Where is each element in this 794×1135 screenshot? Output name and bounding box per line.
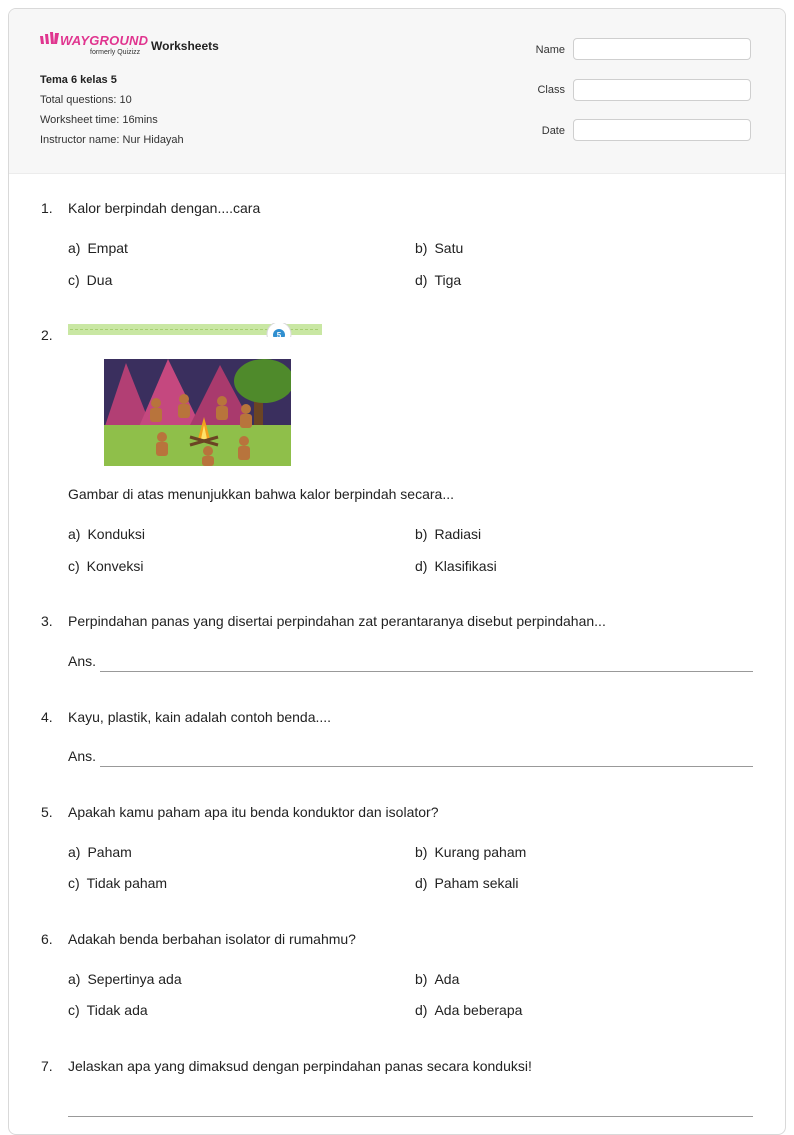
app-title: Worksheets <box>151 39 219 53</box>
option-c[interactable] <box>68 558 143 574</box>
option-a[interactable] <box>68 971 182 987</box>
option-letter: c) <box>68 875 80 891</box>
logo-wordmark: WAYGROUND <box>60 33 149 48</box>
name-label: Name <box>535 44 565 56</box>
question-text: Apakah kamu paham apa itu benda konduktor dan isolator? <box>68 804 439 820</box>
option-text: Tidak ada <box>86 1002 148 1018</box>
option-d[interactable] <box>415 558 497 574</box>
name-field[interactable] <box>573 38 751 60</box>
question-number: 7. <box>41 1058 53 1074</box>
wayground-logo <box>40 31 149 59</box>
option-text: Paham sekali <box>434 875 519 891</box>
option-text: Dua <box>86 272 113 288</box>
option-c[interactable] <box>68 875 167 891</box>
worksheet-header <box>9 9 785 174</box>
option-d[interactable] <box>415 272 461 288</box>
option-text: Paham <box>87 844 132 860</box>
option-b[interactable] <box>415 526 481 542</box>
option-text: Konduksi <box>87 526 146 542</box>
option-text: Ada beberapa <box>434 1002 523 1018</box>
lesson-badge-number: 5 <box>276 331 282 337</box>
question-text: Jelaskan apa yang dimaksud dengan perpindahan panas secara konduksi! <box>68 1058 532 1074</box>
option-text: Radiasi <box>434 526 482 542</box>
option-a[interactable] <box>68 240 128 256</box>
option-letter: d) <box>415 272 428 288</box>
option-b[interactable] <box>415 240 463 256</box>
book-header-strip-image <box>68 323 322 337</box>
option-c[interactable] <box>68 272 112 288</box>
option-text: Ada <box>434 971 460 987</box>
option-text: Tidak paham <box>86 875 168 891</box>
option-text: Klasifikasi <box>434 558 497 574</box>
option-letter: d) <box>415 558 428 574</box>
option-b[interactable] <box>415 971 459 987</box>
option-letter: c) <box>68 272 80 288</box>
total-questions: Total questions: 10 <box>40 94 132 106</box>
option-letter: a) <box>68 971 81 987</box>
option-letter: a) <box>68 240 81 256</box>
option-text: Konveksi <box>86 558 144 574</box>
question-text: Kayu, plastik, kain adalah contoh benda.... <box>68 709 332 725</box>
worksheet-time: Worksheet time: 16mins <box>40 114 158 126</box>
question-number: 5. <box>41 804 53 820</box>
option-c[interactable] <box>68 1002 148 1018</box>
campfire-illustration <box>104 359 291 466</box>
option-letter: c) <box>68 1002 80 1018</box>
option-d[interactable] <box>415 875 519 891</box>
logo-subtext: formerly Quizizz <box>90 49 141 56</box>
question-number: 1. <box>41 200 53 216</box>
option-letter: b) <box>415 526 428 542</box>
question-number: 6. <box>41 931 53 947</box>
option-d[interactable] <box>415 1002 522 1018</box>
question-text: Adakah benda berbahan isolator di rumahmu? <box>68 931 356 947</box>
option-text: Sepertinya ada <box>87 971 182 987</box>
option-letter: b) <box>415 844 428 860</box>
question-number: 4. <box>41 709 53 725</box>
option-text: Satu <box>434 240 464 256</box>
question-text: Perpindahan panas yang disertai perpindahan zat perantaranya disebut perpindahan... <box>68 613 606 629</box>
option-text: Tiga <box>434 272 462 288</box>
question-number: 2. <box>41 327 53 343</box>
date-label: Date <box>541 125 565 137</box>
option-text: Empat <box>87 240 128 256</box>
worksheet-title: Tema 6 kelas 5 <box>40 74 117 86</box>
option-letter: b) <box>415 240 428 256</box>
option-letter: d) <box>415 1002 428 1018</box>
answer-line[interactable] <box>100 671 753 672</box>
instructor-name: Instructor name: Nur Hidayah <box>40 134 184 146</box>
worksheet-page <box>8 8 786 1135</box>
class-field[interactable] <box>573 79 751 101</box>
answer-label: Ans. <box>68 748 97 764</box>
option-letter: b) <box>415 971 428 987</box>
answer-label: Ans. <box>68 653 97 669</box>
class-label: Class <box>537 84 565 96</box>
option-text: Kurang paham <box>434 844 527 860</box>
date-field[interactable] <box>573 119 751 141</box>
option-a[interactable] <box>68 526 145 542</box>
question-number: 3. <box>41 613 53 629</box>
option-letter: d) <box>415 875 428 891</box>
option-letter: a) <box>68 526 81 542</box>
option-a[interactable] <box>68 844 132 860</box>
answer-line[interactable] <box>68 1116 753 1117</box>
option-letter: c) <box>68 558 80 574</box>
option-letter: a) <box>68 844 81 860</box>
question-text: Kalor berpindah dengan....cara <box>68 200 261 216</box>
option-b[interactable] <box>415 844 526 860</box>
wayground-mark-icon <box>40 32 60 46</box>
question-text: Gambar di atas menunjukkan bahwa kalor berpindah secara... <box>68 486 454 502</box>
answer-line[interactable] <box>100 766 753 767</box>
